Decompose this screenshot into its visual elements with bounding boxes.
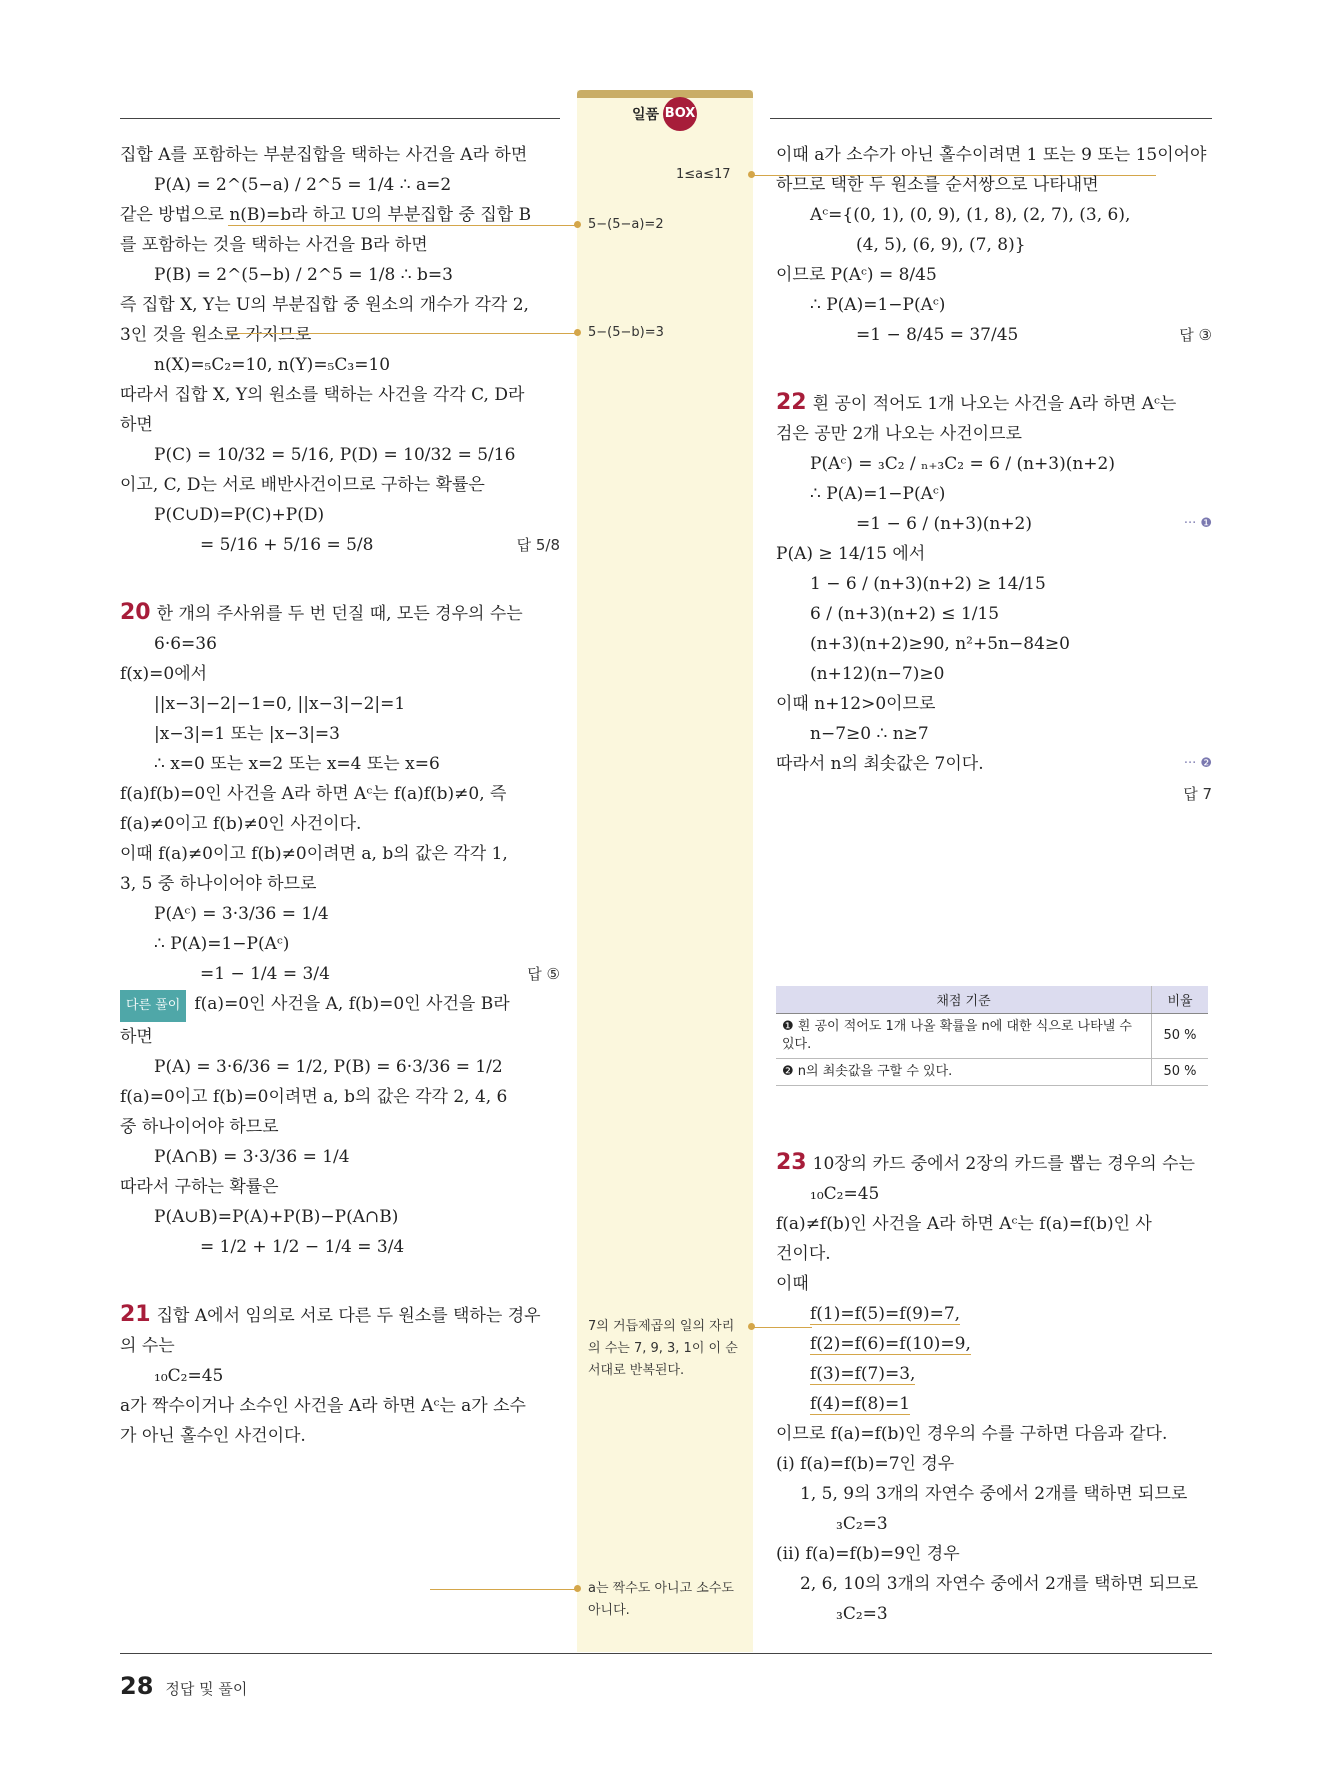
math-text: =1 − 6 / (n+3)(n+2) — [856, 514, 1033, 534]
math-text: = 5/16 + 5/16 = 5/8 — [200, 535, 374, 555]
ratio-cell: 50 % — [1152, 1059, 1209, 1086]
math-line: P(B) = 2^(5−b) / 2^5 = 1/8 ∴ b=3 — [154, 265, 453, 285]
math-line — [776, 1389, 1212, 1419]
math-line: P(C∪D)=P(C)+P(D) — [154, 505, 325, 525]
page-number: 28 — [120, 1672, 154, 1700]
text-line: f(a)≠f(b)인 사건을 A라 하면 Aᶜ는 f(a)=f(b)인 사 — [776, 1214, 1152, 1234]
math-line: P(Aᶜ) = ₃C₂ / ₙ₊₃C₂ = 6 / (n+3)(n+2) — [810, 454, 1116, 474]
math-text: f(1)=f(5)=f(9)=7, — [810, 1304, 961, 1324]
text-line: 집합 A를 포함하는 부분집합을 택하는 사건을 A라 하면 — [120, 145, 528, 165]
text-line: (ii) f(a)=f(b)=9인 경우 — [776, 1544, 960, 1564]
math-line: = 1/2 + 1/2 − 1/4 = 3/4 — [200, 1237, 405, 1257]
text-line: 를 포함하는 것을 택하는 사건을 B라 하면 — [120, 235, 428, 255]
text-line: 즉 집합 X, Y는 U의 부분집합 중 원소의 개수가 각각 2, — [120, 295, 529, 315]
math-line: 6·6=36 — [154, 634, 217, 654]
math-text: =1 − 1/4 = 3/4 — [200, 964, 330, 984]
text-line: f(a)=0이고 f(b)=0이려면 a, b의 값은 각각 2, 4, 6 — [120, 1087, 508, 1107]
table-row — [776, 1014, 1208, 1059]
ratio-header: 비율 — [1152, 986, 1209, 1014]
problem-number: 20 — [120, 600, 151, 625]
math-line: (n+3)(n+2)≥90, n²+5n−84≥0 — [810, 634, 1070, 654]
alt-solution-label: 다른 풀이 — [120, 990, 186, 1022]
side-note-1: 5−(5−a)=2 — [588, 217, 664, 232]
text-line: 의 수는 — [120, 1336, 175, 1356]
math-line: 6 / (n+3)(n+2) ≤ 1/15 — [810, 604, 1000, 624]
text-line: 2, 6, 10의 3개의 자연수 중에서 2개를 택하면 되므로 — [800, 1574, 1199, 1594]
text-line: 하면 — [120, 1027, 153, 1047]
math-line: P(Aᶜ) = 3·3/36 = 1/4 — [154, 904, 329, 924]
math-line — [776, 320, 1212, 350]
note-connector — [228, 333, 576, 334]
problem-20-head — [120, 598, 560, 629]
text-line: 이때 a가 소수가 아닌 홀수이려면 1 또는 9 또는 15이어야 — [776, 145, 1207, 165]
text-line: 이때 — [776, 1274, 809, 1294]
text: 한 개의 주사위를 두 번 던질 때, 모든 경우의 수는 — [156, 604, 523, 624]
criteria-header: 채점 기준 — [776, 986, 1152, 1014]
math-line: ₁₀C₂=45 — [154, 1366, 224, 1386]
problem-number: 21 — [120, 1302, 151, 1327]
math-line: ∴ P(A)=1−P(Aᶜ) — [154, 934, 290, 954]
text-line: f(x)=0에서 — [120, 664, 208, 684]
text-line: 3인 것을 원소로 가지므로 — [120, 325, 312, 345]
text-line: 따라서 집합 X, Y의 원소를 택하는 사건을 각각 C, D라 — [120, 385, 525, 405]
bottom-rule — [120, 1653, 1212, 1654]
note-connector — [228, 225, 576, 226]
step-marker-2: ··· ❷ — [1183, 756, 1212, 771]
side-note-5: a는 짝수도 아니고 소수도 아니다. — [588, 1581, 734, 1618]
math-line: (n+12)(n−7)≥0 — [810, 664, 945, 684]
step-marker-1: ··· ❶ — [1183, 516, 1212, 531]
problem-23-block — [776, 1148, 1212, 1629]
footer-text: 정답 및 풀이 — [165, 1680, 248, 1698]
text-line: 1, 5, 9의 3개의 자연수 중에서 2개를 택하면 되므로 — [800, 1484, 1188, 1504]
criteria-cell: ❶ 흰 공이 적어도 1개 나올 확률을 n에 대한 식으로 나타낼 수 있다. — [776, 1014, 1152, 1059]
top-rule-left — [120, 118, 560, 119]
text-line: 이고, C, D는 서로 배반사건이므로 구하는 확률은 — [120, 475, 485, 495]
math-line: |x−3|=1 또는 |x−3|=3 — [154, 724, 340, 744]
math-line: ||x−3|−2|−1=0, ||x−3|−2|=1 — [154, 694, 406, 714]
grading-criteria-table — [776, 986, 1208, 1086]
top-rule-right — [770, 118, 1212, 119]
text: f(a)=0인 사건을 A, f(b)=0인 사건을 B라 — [194, 994, 510, 1014]
left-column — [120, 140, 560, 1451]
text-line: 3, 5 중 하나이어야 하므로 — [120, 874, 317, 894]
answer-21: 답 ③ — [1179, 326, 1212, 344]
text: 흰 공이 적어도 1개 나오는 사건을 A라 하면 Aᶜ는 — [812, 394, 1177, 414]
text-line: 건이다. — [776, 1244, 831, 1264]
math-line: P(A) = 2^(5−a) / 2^5 = 1/4 ∴ a=2 — [154, 175, 452, 195]
alt-solution-head — [120, 989, 560, 1022]
answer-20: 답 ⑤ — [527, 965, 560, 983]
math-line — [120, 959, 560, 989]
math-line: n−7≥0 ∴ n≥7 — [810, 724, 929, 744]
math-text: f(2)=f(6)=f(10)=9, — [810, 1334, 971, 1354]
math-line: P(A) ≥ 14/15 에서 — [776, 544, 926, 564]
problem-number: 23 — [776, 1150, 807, 1175]
text-line: 검은 공만 2개 나오는 사건이므로 — [776, 424, 1022, 444]
text-line — [776, 749, 1212, 779]
text-line: f(a)≠0이고 f(b)≠0인 사건이다. — [120, 814, 362, 834]
side-note-4: 7의 거듭제곱의 일의 자리의 수는 7, 9, 3, 1이 이 순서대로 반복된다. — [588, 1319, 738, 1378]
problem-21-head — [120, 1300, 560, 1331]
math-line — [776, 509, 1212, 539]
math-line: Aᶜ={(0, 1), (0, 9), (1, 8), (2, 7), (3, 6), — [810, 205, 1131, 225]
problem-22-head — [776, 388, 1212, 419]
math-line — [776, 1299, 1212, 1329]
text-line: a가 짝수이거나 소수인 사건을 A라 하면 Aᶜ는 a가 소수 — [120, 1396, 526, 1416]
criteria-cell: ❷ n의 최솟값을 구할 수 있다. — [776, 1059, 1152, 1086]
box-badge: BOX — [663, 97, 697, 131]
math-line: ₃C₂=3 — [836, 1604, 888, 1624]
text-line: 하면 — [120, 415, 153, 435]
math-text: f(3)=f(7)=3, — [810, 1364, 916, 1384]
text-line: 같은 방법으로 n(B)=b라 하고 U의 부분집합 중 집합 B — [120, 205, 532, 225]
math-line: 1 − 6 / (n+3)(n+2) ≥ 14/15 — [810, 574, 1046, 594]
math-line: ₁₀C₂=45 — [810, 1184, 880, 1204]
math-line: ₃C₂=3 — [836, 1514, 888, 1534]
math-line — [776, 1329, 1212, 1359]
text-line: 중 하나이어야 하므로 — [120, 1117, 279, 1137]
math-line: P(A∩B) = 3·3/36 = 1/4 — [154, 1147, 350, 1167]
text: 집합 A에서 임의로 서로 다른 두 원소를 택하는 경우 — [156, 1306, 541, 1326]
text-line: 이때 n+12>0이므로 — [776, 694, 936, 714]
math-line: 이므로 P(Aᶜ) = 8/45 — [776, 265, 937, 285]
math-line: P(A) = 3·6/36 = 1/2, P(B) = 6·3/36 = 1/2 — [154, 1057, 503, 1077]
side-note-3: 1≤a≤17 — [676, 167, 731, 182]
answer-19: 답 5/8 — [516, 536, 560, 554]
math-line: ∴ x=0 또는 x=2 또는 x=4 또는 x=6 — [154, 754, 440, 774]
math-line: P(A∪B)=P(A)+P(B)−P(A∩B) — [154, 1207, 399, 1227]
text: 10장의 카드 중에서 2장의 카드를 뽑는 경우의 수는 — [812, 1154, 1195, 1174]
note-connector — [430, 1589, 576, 1590]
math-line: P(C) = 10/32 = 5/16, P(D) = 10/32 = 5/16 — [154, 445, 516, 465]
answer-22: 답 7 — [1183, 785, 1212, 803]
table-row — [776, 1059, 1208, 1086]
ratio-cell: 50 % — [1152, 1014, 1209, 1059]
ilpum-box-label — [632, 97, 697, 131]
problem-number: 22 — [776, 390, 807, 415]
text-line: 하므로 택한 두 원소를 순서쌍으로 나타내면 — [776, 175, 1099, 195]
math-line — [120, 530, 560, 560]
math-text: =1 − 8/45 = 37/45 — [856, 325, 1019, 345]
text: 따라서 n의 최솟값은 7이다. — [776, 754, 984, 774]
text-line: 따라서 구하는 확률은 — [120, 1177, 279, 1197]
math-line: n(X)=₅C₂=10, n(Y)=₅C₃=10 — [154, 355, 391, 375]
text-line: 가 아닌 홀수인 사건이다. — [120, 1426, 306, 1446]
box-word: 일품 — [632, 107, 660, 123]
right-column — [776, 140, 1212, 809]
text-line: 이때 f(a)≠0이고 f(b)≠0이려면 a, b의 값은 각각 1, — [120, 844, 508, 864]
math-line: ∴ P(A)=1−P(Aᶜ) — [810, 295, 946, 315]
math-line — [776, 1359, 1212, 1389]
math-line: (4, 5), (6, 9), (7, 8)} — [856, 235, 1026, 255]
text-line: f(a)f(b)=0인 사건을 A라 하면 Aᶜ는 f(a)f(b)≠0, 즉 — [120, 784, 507, 804]
side-note-2: 5−(5−b)=3 — [588, 325, 664, 340]
text-line: 이므로 f(a)=f(b)인 경우의 수를 구하면 다음과 같다. — [776, 1424, 1168, 1444]
math-line: ∴ P(A)=1−P(Aᶜ) — [810, 484, 946, 504]
text-line: (i) f(a)=f(b)=7인 경우 — [776, 1454, 955, 1474]
table-header-row — [776, 986, 1208, 1014]
page-footer — [120, 1672, 247, 1700]
problem-23-head — [776, 1148, 1212, 1179]
math-text: f(4)=f(8)=1 — [810, 1394, 911, 1414]
